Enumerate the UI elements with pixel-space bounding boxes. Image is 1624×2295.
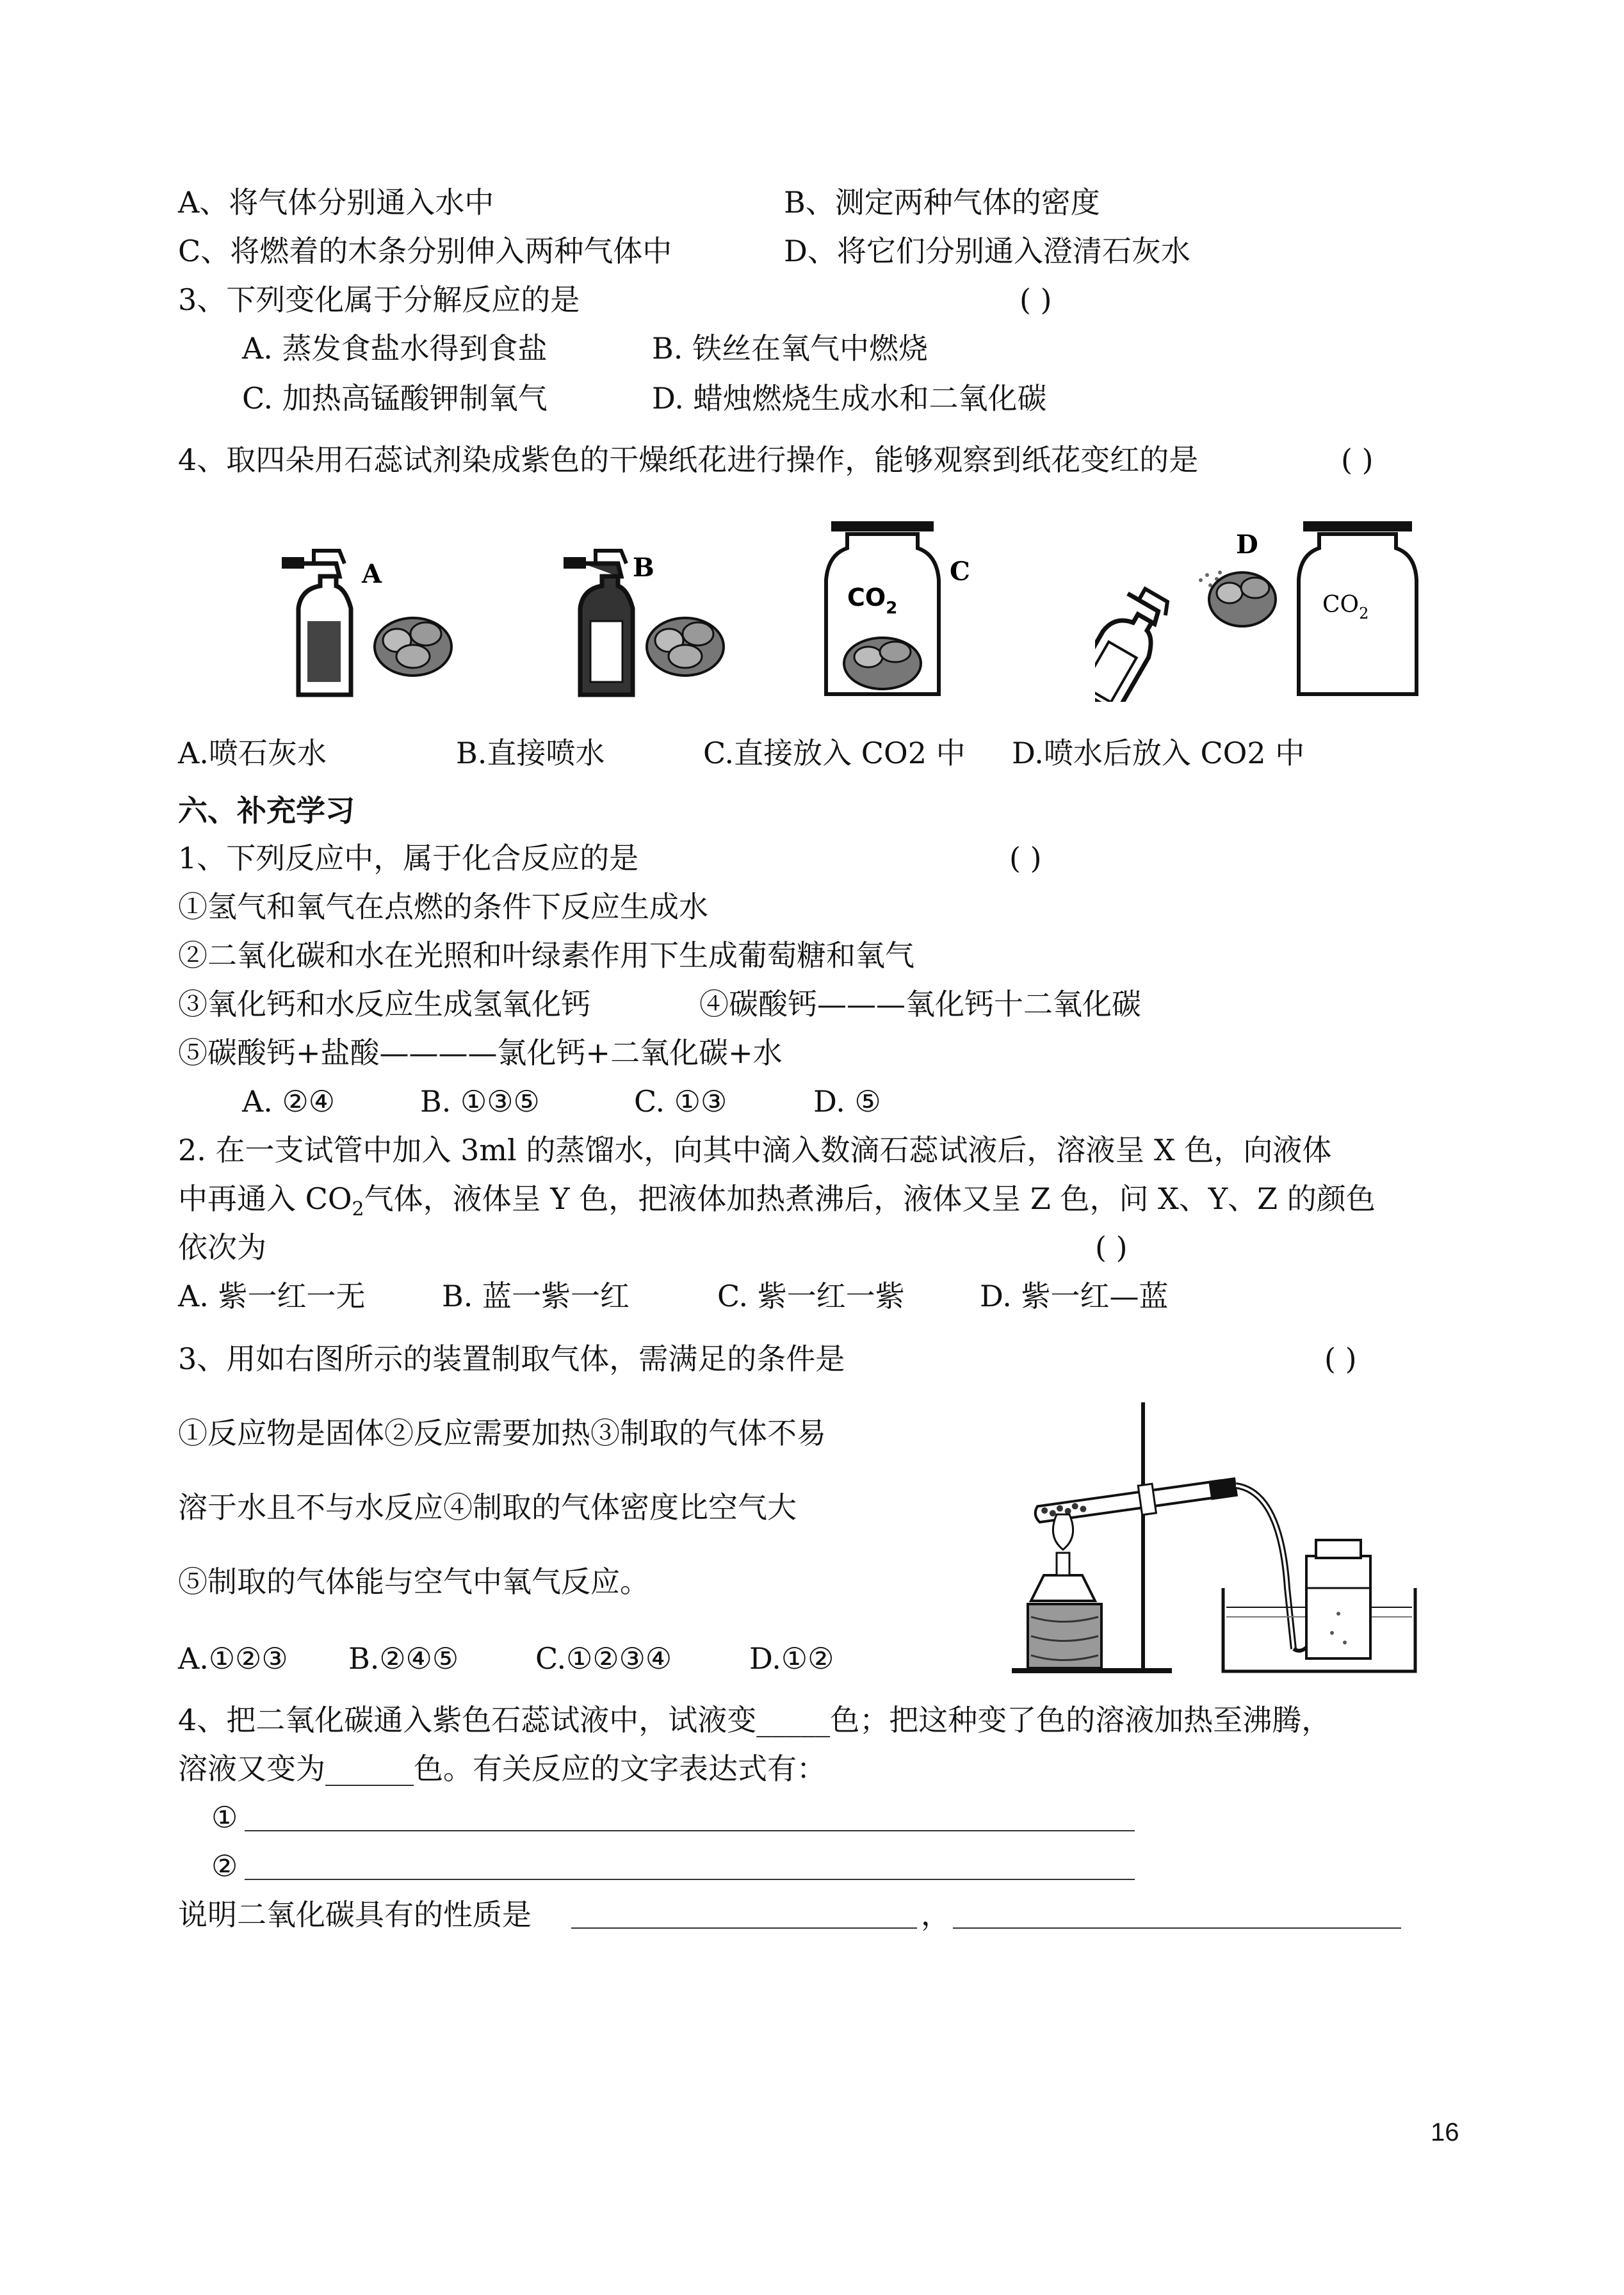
- s6-q3-option-b: B.②④⑤: [348, 1641, 459, 1676]
- s6-q3-option-a: A.①②③: [178, 1641, 288, 1676]
- co2-subscript: 2: [1359, 604, 1369, 622]
- figure-label-d: D: [1236, 530, 1258, 560]
- s6-q3-item-line-1: ①反应物是固体②反应需要加热③制取的气体不易: [178, 1416, 826, 1450]
- q2-option-d: D、将它们分别通入澄清石灰水: [784, 234, 1190, 268]
- figure-label-b: B: [633, 553, 654, 583]
- s6-q1-option-c: C. ①③: [634, 1084, 727, 1119]
- s6-q4-comma: ，: [921, 1897, 950, 1932]
- flower-icon: [1209, 572, 1276, 626]
- s6-q2-line-3: 依次为: [178, 1230, 266, 1265]
- co2-label: CO: [1322, 592, 1360, 618]
- co2-jar-c-figure: [818, 516, 985, 702]
- q4-option-c: C.直接放入 CO2 中: [703, 736, 966, 770]
- s6-q2-line-2-end: 气体，液体呈 Y 色，把液体加热煮沸后，液体又呈 Z 色，问 X、Y、Z 的颜色: [364, 1181, 1376, 1216]
- s6-q1-option-d: D. ⑤: [813, 1084, 881, 1119]
- q2-option-a: A、将气体分别通入水中: [178, 185, 494, 220]
- q3-option-b: B. 铁丝在氧气中燃烧: [652, 331, 929, 366]
- s6-q1-stem: 1、下列反应中，属于化合反应的是: [178, 841, 639, 875]
- s6-q1-item-1: ①氢气和氧气在点燃的条件下反应生成水: [178, 889, 708, 924]
- q4-option-b: B.直接喷水: [456, 736, 605, 770]
- spray-bottle-b-figure: [557, 538, 743, 698]
- s6-q4-answer-2-line[interactable]: [245, 1879, 1135, 1880]
- s6-q2-line-1: 2. 在一支试管中加入 3ml 的蒸馏水，向其中滴入数滴石蕊试液后，溶液呈 X 色，向液体: [178, 1133, 1332, 1167]
- s6-q2-option-c: C. 紫一红一紫: [717, 1279, 905, 1313]
- q2-option-b: B、测定两种气体的密度: [784, 185, 1100, 220]
- spray-bottle-a-figure: [275, 538, 461, 698]
- gas-collection-apparatus-figure: [1012, 1396, 1422, 1678]
- s6-q3-item-line-3: ⑤制取的气体能与空气中氧气反应。: [178, 1564, 649, 1599]
- flower-icon: [375, 618, 451, 676]
- s6-q1-option-b: B. ①③⑤: [420, 1084, 540, 1119]
- s6-q2-option-a: A. 紫一红一无: [178, 1279, 366, 1313]
- figure-label-a: A: [362, 559, 382, 589]
- q3-option-a: A. 蒸发食盐水得到食盐: [242, 331, 548, 366]
- q4-option-a: A.喷石灰水: [178, 736, 327, 770]
- water-trough-icon: [1223, 1540, 1415, 1671]
- alcohol-lamp-icon: [1028, 1514, 1101, 1668]
- s6-q1-item-4: ④碳酸钙———氧化钙十二氧化碳: [699, 987, 1141, 1021]
- flower-icon: [647, 618, 724, 676]
- s6-q4-property-2-line[interactable]: [953, 1927, 1401, 1929]
- figure-label-c: C: [950, 556, 970, 587]
- s6-q1-option-a: A. ②④: [242, 1084, 335, 1119]
- svg-text:CO2: [1322, 592, 1368, 622]
- s6-q1-item-5: ⑤碳酸钙+盐酸————氯化钙+二氧化碳+水: [178, 1035, 783, 1070]
- s6-q1-bracket: ( ): [1009, 841, 1042, 875]
- s6-q2-line-2-start: 中再通入 CO: [178, 1181, 352, 1216]
- s6-q3-option-c: C.①②③④: [535, 1641, 672, 1676]
- s6-q2-option-b: B. 蓝一紫一红: [442, 1279, 630, 1313]
- s6-q4-line-1: 4、把二氧化碳通入紫色石蕊试液中，试液变_____色；把这种变了色的溶液加热至沸腾，: [178, 1703, 1331, 1737]
- q3-option-c: C. 加热高锰酸钾制氧气: [242, 381, 548, 416]
- s6-q4-line-2: 溶液又变为______色。有关反应的文字表达式有：: [178, 1751, 826, 1786]
- section-heading: 六、补充学习: [178, 793, 355, 828]
- q3-stem: 3、下列变化属于分解反应的是: [178, 282, 580, 317]
- s6-q1-item-3: ③氧化钙和水反应生成氢氧化钙: [178, 987, 590, 1021]
- s6-q4-property-1-line[interactable]: [571, 1927, 917, 1929]
- s6-q2-line-2: [178, 1180, 1376, 1229]
- co2-label: CO: [847, 583, 886, 612]
- s6-q2-bracket: ( ): [1095, 1230, 1128, 1265]
- s6-q3-stem: 3、用如右图所示的装置制取气体，需满足的条件是: [178, 1342, 845, 1376]
- s6-q3-item-line-2: 溶于水且不与水反应④制取的气体密度比空气大: [178, 1490, 797, 1525]
- s6-q4-answer-1-line[interactable]: [245, 1830, 1135, 1831]
- q4-option-d: D.喷水后放入 CO2 中: [1012, 736, 1305, 770]
- q3-bracket: ( ): [1019, 282, 1052, 317]
- s6-q4-answer-1-marker: ①: [211, 1800, 238, 1835]
- flower-icon: [844, 638, 921, 689]
- s6-q3-bracket: ( ): [1324, 1342, 1357, 1376]
- co2-subscript: 2: [352, 1198, 364, 1221]
- co2-subscript: 2: [886, 599, 898, 618]
- q4-stem: 4、取四朵用石蕊试剂染成紫色的干燥纸花进行操作，能够观察到纸花变红的是: [178, 442, 1199, 477]
- s6-q4-properties-label: 说明二氧化碳具有的性质是: [178, 1897, 532, 1932]
- page-number: 16: [1431, 2118, 1459, 2146]
- s6-q3-option-d: D.①②: [749, 1641, 834, 1676]
- spray-then-co2-d-figure: [1095, 516, 1428, 702]
- s6-q4-answer-2-marker: ②: [211, 1849, 238, 1883]
- svg-text:CO2: [847, 583, 897, 618]
- s6-q1-item-2: ②二氧化碳和水在光照和叶绿素作用下生成葡萄糖和氧气: [178, 938, 914, 973]
- q2-option-c: C、将燃着的木条分别伸入两种气体中: [178, 234, 672, 268]
- q4-bracket: ( ): [1341, 442, 1374, 477]
- q3-option-d: D. 蜡烛燃烧生成水和二氧化碳: [652, 381, 1047, 416]
- s6-q2-option-d: D. 紫一红—蓝: [980, 1279, 1169, 1313]
